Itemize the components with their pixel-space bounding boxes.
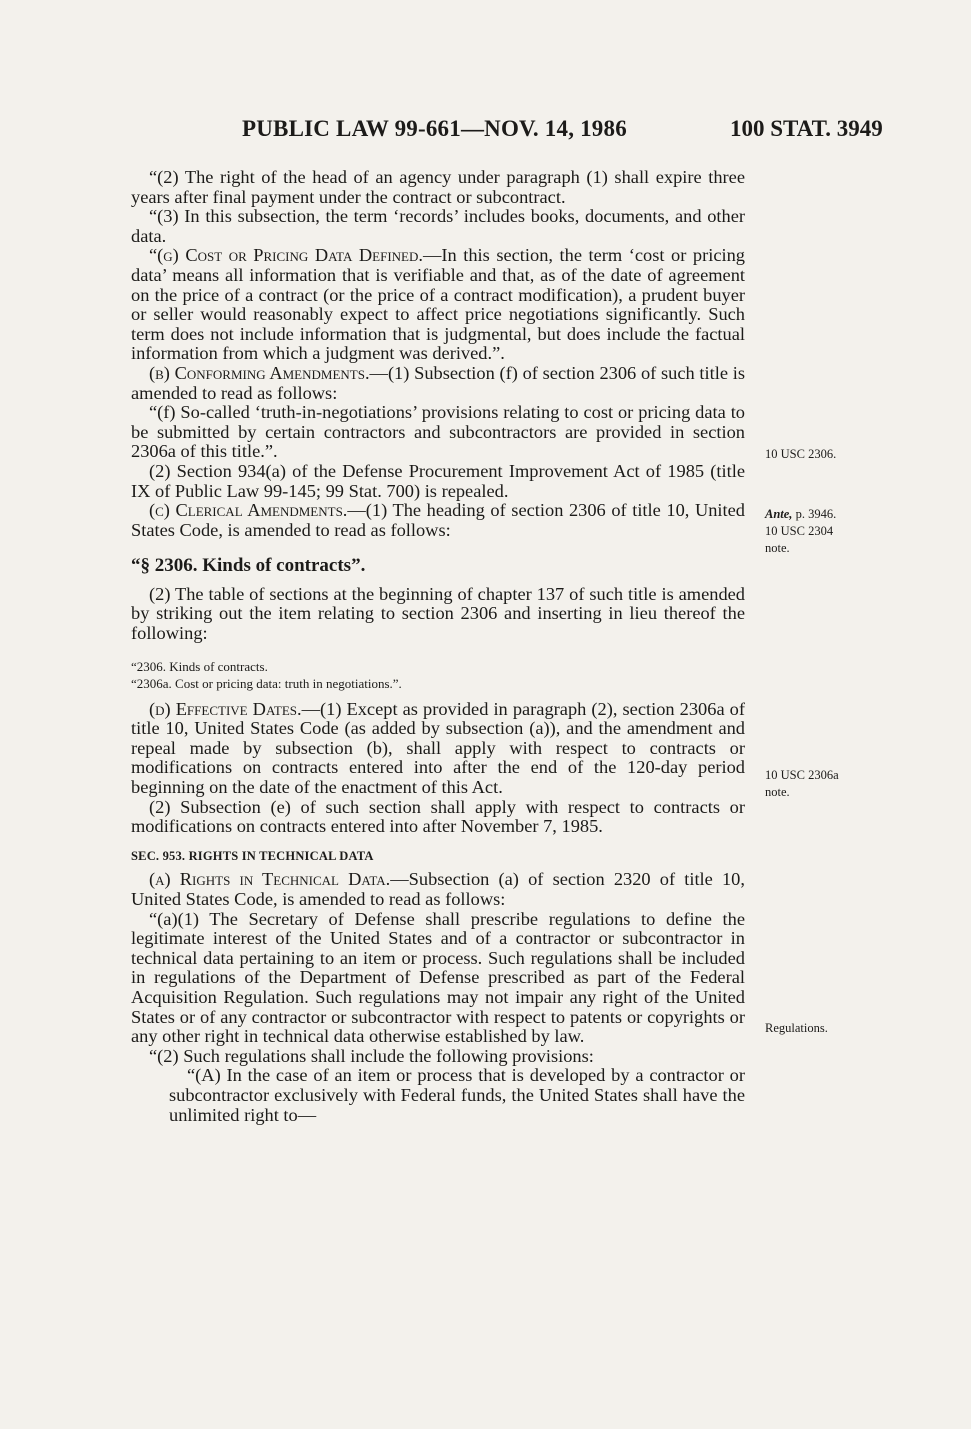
paragraph-label: (b) Conforming Amendments.	[149, 362, 370, 383]
paragraph: “(a)(1) The Secretary of Defense shall prescribe regulations to define the legitimate interest of the United States and of a contractor or subcontractor in technical data pertaining to an item or process. Such regulations shall be included in regulations of the Department of Defense prescribed as part of the Federal Acquisition Regulation. Such regulations may not impair any right of the United States or of any contractor or subcontractor with respect to patents or copyrights or any other right in technical data otherwise established by law.	[131, 908, 745, 1047]
margin-note-citation	[765, 506, 836, 523]
paragraph-text: —(1) The heading of section 2306 of title 10, United States Code, is amended to read as follows:	[131, 500, 745, 540]
paragraph: “(3) In this subsection, the term ‘records’ includes books, documents, and other data.	[131, 206, 745, 246]
paragraph-text: —(1) Subsection (f) of section 2306 of such title is amended to read as follows:	[131, 362, 745, 403]
paragraph: (2) Section 934(a) of the Defense Procurement Improvement Act of 1985 (title IX of Public Law 99-145; 99 Stat. 700) is repealed.	[131, 460, 745, 501]
margin-note-citation: Regulations.	[765, 1021, 828, 1035]
margin-note-citation: 10 USC 2304	[765, 524, 834, 538]
margin-note-citation: note.	[765, 541, 790, 555]
paragraph: “(2) The right of the head of an agency under paragraph (1) shall expire three years after final payment under the contract or subcontract.	[131, 167, 745, 207]
page-title: PUBLIC LAW 99-661—NOV. 14, 1986	[242, 116, 627, 141]
paragraph-label: (c) Clerical Amendments.	[149, 500, 348, 521]
section-heading-2306: “§ 2306. Kinds of contracts”.	[131, 555, 366, 577]
body-text	[131, 168, 745, 1125]
paragraph	[131, 700, 745, 798]
paragraph: (2) The table of sections at the beginning of chapter 137 of such title is amended by striking out the item relating to section 2306 and inserting in lieu thereof the following:	[131, 583, 745, 644]
paragraph-label: (d) Effective Dates.	[149, 698, 302, 719]
section-heading-953: SEC. 953. RIGHTS IN TECHNICAL DATA	[131, 848, 374, 863]
paragraph: (2) Subsection (e) of such section shall apply with respect to contracts or modifications on contracts entered into after November 7, 1985.	[131, 796, 745, 837]
table-of-sections	[131, 658, 745, 692]
paragraph-text: —(1) Except as provided in paragraph (2), section 2306a of title 10, United States Code (as added by subsection (a)), and the amendment and repeal made by subsection (b), shall apply with respect to contracts or modifications on contracts entered into after the end of the 120-day period beginning on the date of the enactment of this Act.	[131, 698, 745, 798]
toc-item: “2306a. Cost or pricing data: truth in negotiations.”.	[131, 675, 402, 691]
paragraph: “(f) So-called ‘truth-in-negotiations’ provisions relating to cost or pricing data to be submitted by certain contractors and subcontractors are provided in section 2306a of this title.”.	[131, 402, 745, 462]
statute-page-number: 100 STAT. 3949	[730, 116, 883, 141]
toc-item: “2306. Kinds of contracts.	[131, 658, 268, 674]
paragraph-text: —In this section, the term ‘cost or pricing data’ means all information that is verifiable and that, as of the date of agreement on the price of a contract (or the price of a contract modification), a prudent buyer or seller would reasonably expect to affect price negotiations significantly. Such term does not include information that is judgmental, but does include the factual information from which a judgment was derived.”.	[131, 245, 745, 364]
margin-note-italic: Ante,	[765, 507, 793, 521]
margin-note-text: p. 3946.	[792, 507, 837, 521]
paragraph	[131, 246, 745, 364]
paragraph: “(A) In the case of an item or process that is developed by a contractor or subcontractor exclusively with Federal funds, the United States shall have the unlimited right to—	[169, 1065, 745, 1125]
paragraph	[131, 870, 745, 909]
paragraph	[131, 501, 745, 540]
margin-note-citation: 10 USC 2306.	[765, 447, 837, 461]
paragraph-label: (a) Rights in Technical Data.	[149, 869, 391, 890]
margin-note-citation: note.	[765, 785, 790, 799]
paragraph: “(2) Such regulations shall include the following provisions:	[149, 1045, 594, 1066]
margin-note-citation: 10 USC 2306a	[765, 768, 839, 782]
paragraph	[131, 364, 745, 403]
paragraph-text: —Subsection (a) of section 2320 of title 10, United States Code, is amended to read as follows:	[131, 869, 745, 909]
paragraph-label: “(g) Cost or Pricing Data Defined.	[149, 245, 423, 266]
